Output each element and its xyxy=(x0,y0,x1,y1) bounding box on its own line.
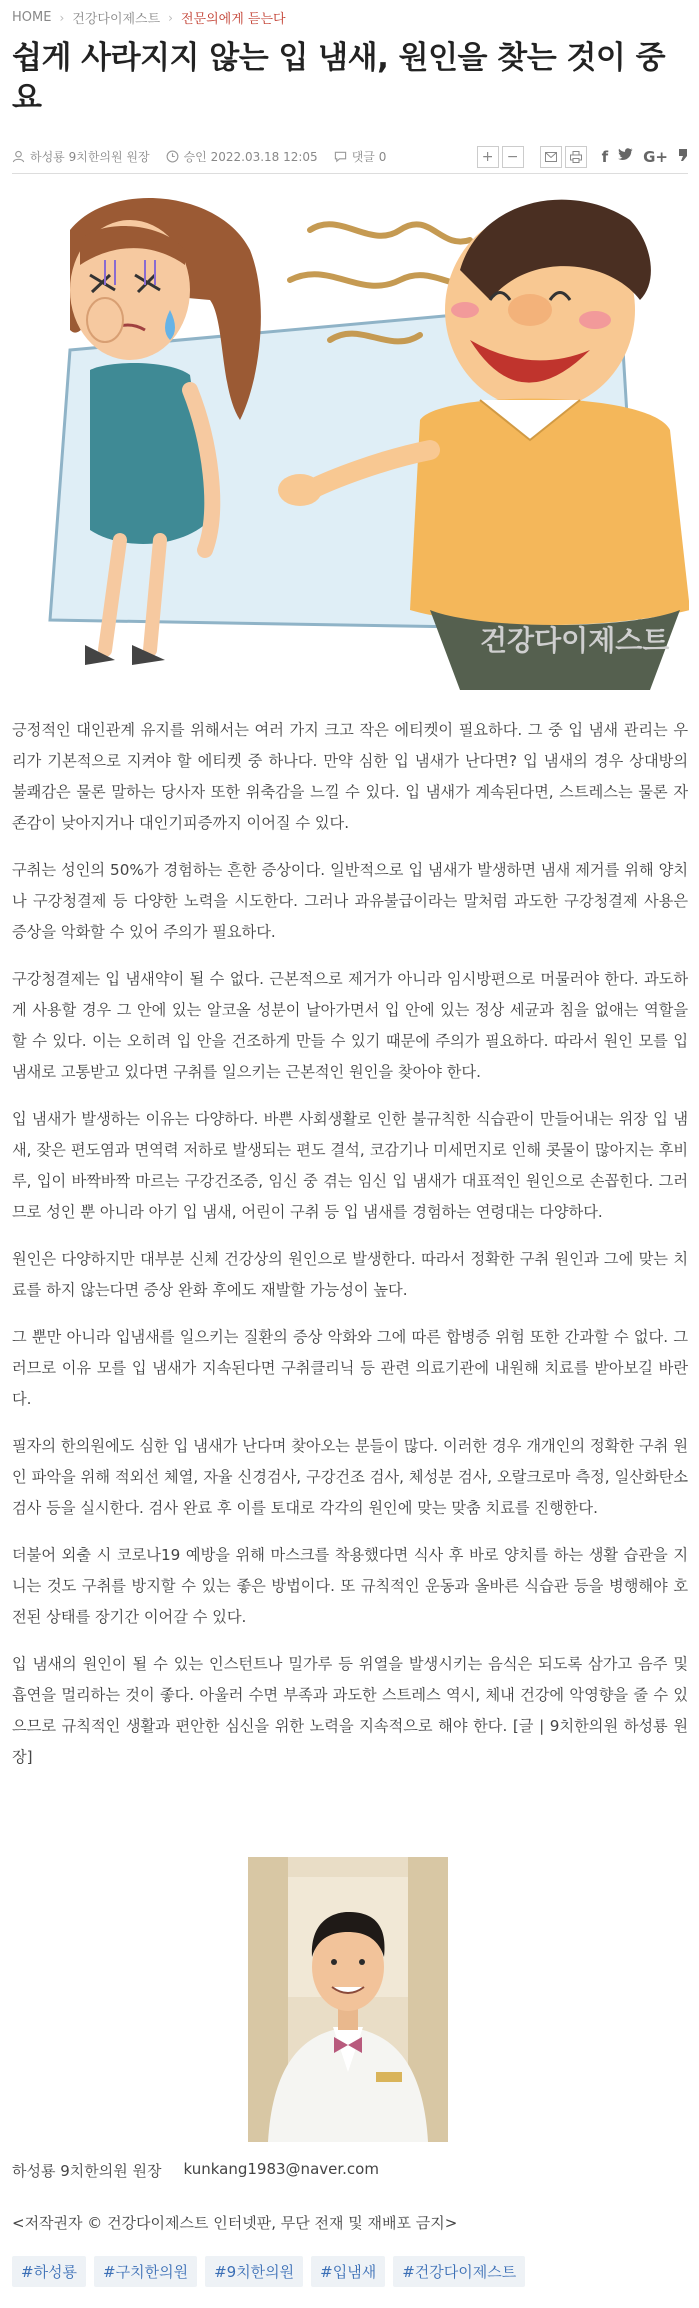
article-body xyxy=(12,715,688,1789)
font-increase-button[interactable]: + xyxy=(477,146,499,168)
article-paragraph: 더불어 외출 시 코로나19 예방을 위해 마스크를 착용했다면 식사 후 바로 양치를 하는 생활 습관을 지니는 것도 구취를 방지할 수 있는 좋은 방법이다. 또 규칙적인 운동과 올바른 식습관 등을 병행해야 호전된 상태를 장기간 이어갈 수 있다. xyxy=(12,1546,688,1626)
comment-count[interactable]: 댓글 0 xyxy=(351,150,387,164)
print-button[interactable] xyxy=(565,146,587,168)
author-portrait xyxy=(248,1857,448,2142)
quote-icon[interactable] xyxy=(678,148,688,162)
breadcrumb-section[interactable]: 건강다이제스트 xyxy=(72,12,161,27)
email-button[interactable] xyxy=(540,146,562,168)
chevron-right-icon: › xyxy=(168,10,173,25)
author-label: 하성룡 9치한의원 원장 xyxy=(30,150,150,164)
breadcrumb-home[interactable]: HOME xyxy=(12,10,52,25)
speech-bubble-icon xyxy=(334,150,347,163)
share-buttons xyxy=(602,148,688,166)
tag-item[interactable]: #구치한의원 xyxy=(94,2256,197,2287)
breadcrumb xyxy=(12,8,286,27)
author-email[interactable]: kunkang1983@naver.com xyxy=(183,2160,379,2178)
tag-item[interactable]: #입냄새 xyxy=(311,2256,385,2287)
copyright-notice: <저작권자 © 건강다이제스트 인터넷판, 무단 전재 및 재배포 금지> xyxy=(12,2214,458,2232)
approved-date: 승인 2022.03.18 12:05 xyxy=(183,150,318,164)
breadcrumb-subsection[interactable]: 전문의에게 듣는다 xyxy=(180,12,286,27)
comments-meta[interactable] xyxy=(334,148,387,165)
article-paragraph: 구취는 성인의 50%가 경험하는 흔한 증상이다. 일반적으로 입 냄새가 발생하면 냄새 제거를 위해 양치나 구강청결제 등 다양한 노력을 시도한다. 그러나 과유불급이라는 말처럼 과도한 구강청결제 사용은 증상을 악화할 수 있어 주의가 필요하다. xyxy=(12,861,688,941)
article-paragraph: 원인은 다양하지만 대부분 신체 건강상의 원인으로 발생한다. 따라서 정확한 구취 원인과 그에 맞는 치료를 하지 않는다면 증상 완화 후에도 재발할 가능성이 높다. xyxy=(12,1250,688,1299)
hero-watermark: 건강다이제스트 xyxy=(480,625,670,656)
google-plus-icon[interactable]: G+ xyxy=(643,147,668,166)
article-paragraph: 입 냄새가 발생하는 이유는 다양하다. 바쁜 사회생활로 인한 불규칙한 식습관이 만들어내는 위장 입 냄새, 잦은 편도염과 면역력 저하로 발생되는 편도 결석, 코감기나 미세먼지로 인해 콧물이 많아지는 후비루, 입이 바짝바짝 마르는 구강건조증, 임신 중 겪는 임신 입 냄새가 대표적인 원인으로 손꼽힌다. 그러므로 성인 뿐 아니라 아기 입 냄새, 어린이 구취 등 입 냄새를 경험하는 연령대는 다양하다. xyxy=(12,1110,688,1221)
author-info xyxy=(12,2160,379,2181)
tag-item[interactable]: #9치한의원 xyxy=(205,2256,303,2287)
article-paragraph: 그 뿐만 아니라 입냄새를 일으키는 질환의 증상 악화와 그에 따른 합병증 위험 또한 간과할 수 없다. 그러므로 이유 모를 입 냄새가 지속된다면 구취클리닉 등 관련 의료기관에 내원해 치료를 받아보길 바란다. xyxy=(12,1328,688,1408)
person-icon xyxy=(12,150,25,163)
article-paragraph: 긍정적인 대인관계 유지를 위해서는 여러 가지 크고 작은 에티켓이 필요하다. 그 중 입 냄새 관리는 우리가 기본적으로 지켜야 할 에티켓 중 하나다. 만약 심한 입 냄새가 난다면? 입 냄새의 경우 상대방의 불쾌감은 물론 말하는 당사자 또한 위축감을 느낄 수 있다. 입 냄새가 계속된다면, 스트레스는 물론 자존감이 낮아지거나 대인기피증까지 이어질 수 있다. xyxy=(12,721,688,832)
envelope-icon xyxy=(545,152,557,162)
author-name: 하성룡 9치한의원 원장 xyxy=(12,2162,162,2180)
chevron-right-icon: › xyxy=(59,10,65,25)
article-title: 쉽게 사라지지 않는 입 냄새, 원인을 찾는 것이 중요 xyxy=(12,40,666,116)
tag-list xyxy=(12,2256,525,2287)
facebook-icon[interactable]: f xyxy=(601,147,609,166)
twitter-icon[interactable] xyxy=(618,148,633,161)
tag-item[interactable]: #건강다이제스트 xyxy=(393,2256,525,2287)
author-meta xyxy=(12,148,150,165)
printer-icon xyxy=(570,151,582,163)
article-paragraph: 입 냄새의 원인이 될 수 있는 인스턴트나 밀가루 등 위열을 발생시키는 음식은 되도록 삼가고 음주 및 흡연을 멀리하는 것이 좋다. 아울러 수면 부족과 과도한 스트레스 역시, 체내 건강에 악영향을 줄 수 있으므로 규칙적인 생활과 편안한 심신을 위한 노력을 지속적으로 해야 한다. [글 | 9치한의원 하성룡 원장] xyxy=(12,1655,688,1766)
date-meta xyxy=(166,148,318,165)
article-meta-bar xyxy=(12,140,688,174)
article-paragraph: 구강청결제는 입 냄새약이 될 수 없다. 근본적으로 제거가 아니라 임시방편으로 머물러야 한다. 과도하게 사용할 경우 그 안에 있는 알코올 성분이 날아가면서 입 안에 있는 정상 세균과 침을 없애는 역할을 할 수 있다. 이는 오히려 입 안을 건조하게 만들 수 있기 때문에 주의가 필요하다. 따라서 원인 모를 입 냄새로 고통받고 있다면 구취를 일으키는 근본적인 원인을 찾아야 한다. xyxy=(12,970,688,1081)
article-paragraph: 필자의 한의원에도 심한 입 냄새가 난다며 찾아오는 분들이 많다. 이러한 경우 개개인의 정확한 구취 원인 파악을 위해 적외선 체열, 자율 신경검사, 구강건조 검사, 체성분 검사, 오랄크로마 측정, 일산화탄소 검사 등을 실시한다. 검사 완료 후 이를 토대로 각각의 원인에 맞는 맞춤 치료를 진행한다. xyxy=(12,1437,688,1517)
clock-icon xyxy=(166,150,179,163)
article-tools xyxy=(477,146,688,168)
tag-item[interactable]: #하성룡 xyxy=(12,2256,86,2287)
font-decrease-button[interactable]: − xyxy=(502,146,524,168)
hero-illustration xyxy=(10,190,689,710)
